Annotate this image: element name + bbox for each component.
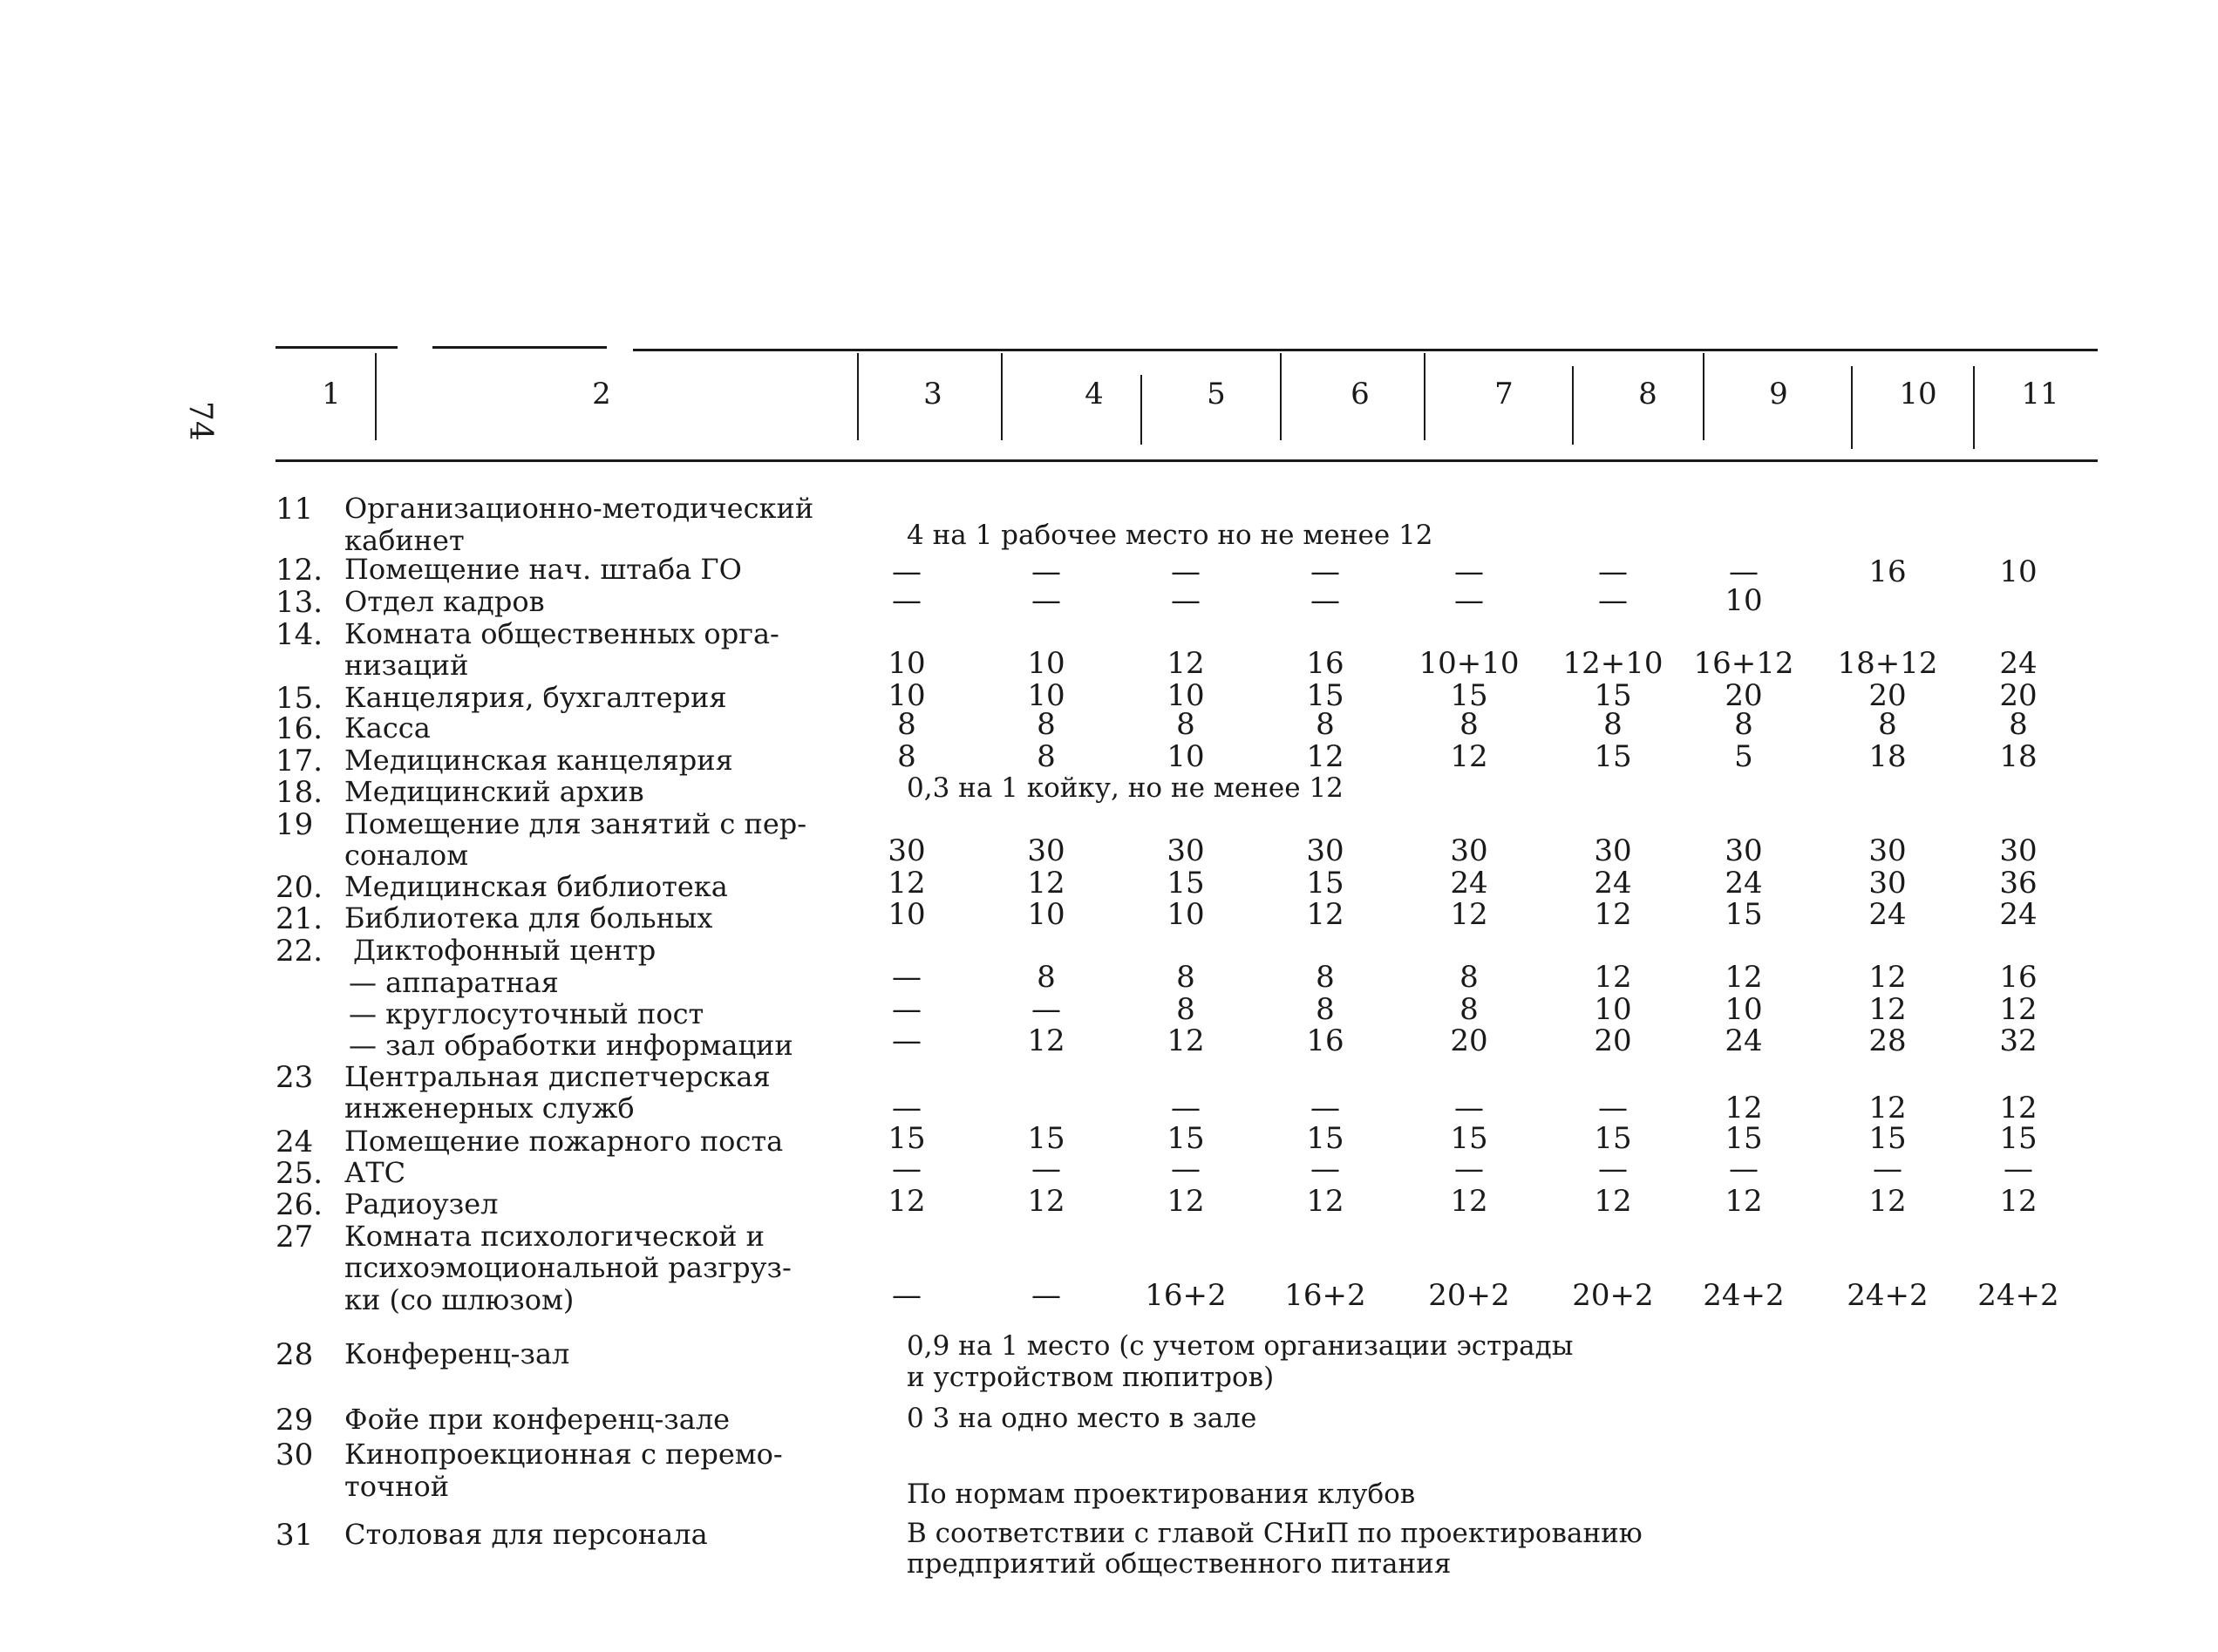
table-cell: 10 (1167, 897, 1205, 932)
row-name: Помещение нач. штаба ГО (344, 553, 742, 586)
column-header: 4 (1085, 377, 1104, 411)
table-cell: 24+2 (1703, 1278, 1785, 1313)
row-number: 29 (276, 1403, 314, 1438)
table-cell: 12 (1594, 1184, 1632, 1219)
row-number: 25. (276, 1156, 323, 1191)
table-cell: — (1171, 1152, 1201, 1186)
table-cell: 24+2 (1977, 1278, 2059, 1313)
table-cell: 15 (1594, 1121, 1632, 1156)
spanning-note: предприятий общественного питания (907, 1548, 1452, 1580)
col-divider (1851, 366, 1853, 449)
row-name: Медицинский архив (344, 775, 644, 808)
table-cell: — (1031, 1152, 1061, 1186)
spanning-note: и устройством пюпитров) (907, 1362, 1275, 1393)
row-number: 21. (276, 901, 323, 936)
row-name: соналом (344, 839, 469, 872)
col-divider (1703, 353, 1704, 440)
row-name: точной (344, 1470, 450, 1503)
column-header: 3 (923, 377, 942, 411)
table-cell: 12 (1450, 897, 1488, 932)
row-number: 28 (276, 1337, 314, 1372)
table-cell: 20 (1594, 1023, 1632, 1058)
table-cell: 10 (1167, 739, 1205, 774)
table-cell: — (892, 1278, 922, 1313)
column-header: 5 (1207, 377, 1226, 411)
table-cell: 10 (888, 897, 926, 932)
column-header: 11 (2021, 377, 2059, 411)
table-cell: 12 (1999, 1184, 2038, 1219)
table-cell: 12 (1450, 739, 1488, 774)
row-number: 30 (276, 1438, 314, 1472)
table-cell: 30 (1725, 833, 1763, 868)
row-number: 13. (276, 585, 323, 620)
table-cell: 8 (1176, 992, 1195, 1027)
table-cell: 12 (1167, 1023, 1205, 1058)
table-cell: 8 (1459, 960, 1479, 995)
table-cell: 12 (1306, 739, 1344, 774)
row-number: 18. (276, 775, 323, 810)
table-cell: 16+12 (1693, 646, 1794, 681)
row-name: Комната психологической и (344, 1220, 765, 1253)
row-name: Помещение пожарного поста (344, 1125, 784, 1158)
table-cell: 10 (1725, 583, 1763, 618)
spanning-note: 0 3 на одно место в зале (907, 1403, 1257, 1434)
table-cell: 15 (888, 1121, 926, 1156)
table-cell: 12 (1868, 960, 1907, 995)
row-name: Медицинская канцелярия (344, 744, 733, 777)
table-cell: 8 (1037, 707, 1056, 742)
table-cell: 8 (1176, 960, 1195, 995)
table-cell: 8 (897, 739, 916, 774)
table-cell: 8 (1878, 707, 1897, 742)
table-cell: 30 (1594, 833, 1632, 868)
row-name: Фойе при конференц-зале (344, 1403, 731, 1436)
row-name: — круглосуточный пост (349, 997, 704, 1030)
column-header: 9 (1769, 377, 1788, 411)
table-cell: — (1031, 583, 1061, 618)
table-cell: 20 (1868, 678, 1907, 713)
header-top-rule-1 (276, 346, 398, 349)
table-cell: 12 (1725, 1091, 1763, 1125)
table-cell: 12 (1027, 866, 1065, 901)
table-cell: — (1598, 1091, 1628, 1125)
table-cell: — (1454, 554, 1484, 589)
table-cell: 32 (1999, 1023, 2038, 1058)
table-cell: — (1729, 554, 1759, 589)
row-name: кабинет (344, 524, 465, 557)
table-cell: — (1031, 992, 1061, 1027)
table-cell: 15 (1594, 678, 1632, 713)
col-divider (1424, 353, 1425, 440)
table-cell: 20 (1450, 1023, 1488, 1058)
col-divider (857, 353, 859, 440)
table-cell: 15 (1306, 1121, 1344, 1156)
table-cell: 16 (1868, 554, 1907, 589)
table-cell: — (892, 1023, 922, 1058)
row-name: — аппаратная (349, 966, 559, 999)
table-cell: 15 (1167, 1121, 1205, 1156)
table-cell: 8 (1316, 960, 1335, 995)
row-number: 22. (276, 934, 323, 969)
table-cell: — (892, 1091, 922, 1125)
table-cell: 15 (1725, 897, 1763, 932)
row-name: Диктофонный центр (353, 934, 657, 967)
table-cell: — (1598, 554, 1628, 589)
row-name: Касса (344, 711, 431, 744)
table-cell: 15 (1167, 866, 1205, 901)
table-cell: 28 (1868, 1023, 1907, 1058)
row-number: 27 (276, 1220, 314, 1254)
table-cell: — (1310, 1091, 1340, 1125)
column-header: 8 (1638, 377, 1657, 411)
table-cell: 12 (1027, 1023, 1065, 1058)
table-cell: 18 (1868, 739, 1907, 774)
row-name: Кинопроекционная с перемо- (344, 1438, 783, 1471)
row-name: низаций (344, 649, 469, 682)
table-cell: 8 (2009, 707, 2028, 742)
table-cell: 12 (1306, 1184, 1344, 1219)
table-cell: 12 (1999, 1091, 2038, 1125)
table-cell: 12 (1868, 992, 1907, 1027)
spanning-note: 0,3 на 1 койку, но не менее 12 (907, 772, 1344, 804)
table-cell: — (1031, 554, 1061, 589)
column-header: 2 (592, 377, 611, 411)
table-cell: 20+2 (1428, 1278, 1510, 1313)
table-cell: 8 (897, 707, 916, 742)
table-cell: 30 (1027, 833, 1065, 868)
spanning-note: 0,9 на 1 место (с учетом организации эстрады (907, 1330, 1574, 1362)
row-name: психоэмоциональной разгруз- (344, 1251, 792, 1284)
page-number: 74 (182, 401, 218, 441)
table-cell: — (1310, 554, 1340, 589)
table-cell: 12 (1868, 1184, 1907, 1219)
table-cell: — (1171, 554, 1201, 589)
table-cell: 8 (1316, 707, 1335, 742)
table-cell: 36 (1999, 866, 2038, 901)
row-name: Медицинская библиотека (344, 870, 728, 903)
table-cell: — (1454, 583, 1484, 618)
table-cell: 10 (1027, 897, 1065, 932)
table-cell: 12 (1306, 897, 1344, 932)
row-number: 14. (276, 617, 323, 652)
table-cell: — (1454, 1152, 1484, 1186)
table-cell: — (1171, 1091, 1201, 1125)
spanning-note: 4 на 1 рабочее место но не менее 12 (907, 520, 1433, 551)
table-cell: 30 (1868, 833, 1907, 868)
table-cell: 18+12 (1837, 646, 1938, 681)
table-cell: 12 (1725, 960, 1763, 995)
table-cell: 16 (1999, 960, 2038, 995)
table-cell: 12 (1167, 646, 1205, 681)
table-cell: 8 (1316, 992, 1335, 1027)
row-name: Библиотека для больных (344, 901, 713, 935)
table-cell: 15 (1450, 1121, 1488, 1156)
row-number: 19 (276, 807, 314, 842)
table-cell: 16 (1306, 646, 1344, 681)
table-cell: 15 (1594, 739, 1632, 774)
table-cell: 30 (1167, 833, 1205, 868)
table-cell: 24 (1999, 646, 2038, 681)
header-bottom-rule (276, 459, 2098, 462)
table-cell: 15 (1027, 1121, 1065, 1156)
table-cell: — (1454, 1091, 1484, 1125)
table-cell: 10 (1167, 678, 1205, 713)
row-number: 20. (276, 870, 323, 905)
table-cell: 12 (1167, 1184, 1205, 1219)
table-cell: 10 (1999, 554, 2038, 589)
table-cell: — (892, 960, 922, 995)
table-cell: 8 (1037, 960, 1056, 995)
table-cell: 30 (1868, 866, 1907, 901)
table-cell: 30 (1999, 833, 2038, 868)
table-cell: 10 (888, 646, 926, 681)
table-cell: 20 (1999, 678, 2038, 713)
row-number: 16. (276, 711, 323, 746)
col-divider (1280, 353, 1282, 440)
table-cell: 30 (1306, 833, 1344, 868)
col-divider (1001, 353, 1003, 440)
table-cell: — (892, 554, 922, 589)
table-cell: 12 (1594, 960, 1632, 995)
table-cell: 12 (1999, 992, 2038, 1027)
row-name: Центральная диспетчерская (344, 1060, 771, 1093)
table-cell: 15 (1306, 866, 1344, 901)
table-cell: 30 (888, 833, 926, 868)
table-cell: 24+2 (1847, 1278, 1929, 1313)
table-cell: 15 (1868, 1121, 1907, 1156)
table-cell: — (1729, 1152, 1759, 1186)
table-cell: 10 (1594, 992, 1632, 1027)
column-header: 6 (1351, 377, 1370, 411)
table-cell: 8 (1603, 707, 1623, 742)
table-cell: — (1598, 1152, 1628, 1186)
spanning-note: В соответствии с главой СНиП по проектированию (907, 1518, 1643, 1549)
table-cell: 16 (1306, 1023, 1344, 1058)
table-cell: 10 (1725, 992, 1763, 1027)
table-cell: — (892, 1152, 922, 1186)
table-cell: 12 (1027, 1184, 1065, 1219)
table-cell: — (1031, 1278, 1061, 1313)
table-cell: 12 (1868, 1091, 1907, 1125)
table-cell: 8 (1734, 707, 1753, 742)
table-cell: 12+10 (1562, 646, 1664, 681)
row-number: 12. (276, 553, 323, 588)
row-name: Радиоузел (344, 1187, 499, 1220)
table-cell: 24 (1725, 1023, 1763, 1058)
table-cell: — (1171, 583, 1201, 618)
row-number: 23 (276, 1060, 314, 1095)
table-cell: 12 (1725, 1184, 1763, 1219)
row-name: Канцелярия, бухгалтерия (344, 681, 727, 714)
column-header: 10 (1899, 377, 1937, 411)
table-cell: 15 (1306, 678, 1344, 713)
table-cell: 16+2 (1145, 1278, 1227, 1313)
row-name: АТС (344, 1156, 406, 1189)
row-name: Отдел кадров (344, 585, 545, 618)
column-header: 1 (322, 377, 341, 411)
table-cell: 24 (1594, 866, 1632, 901)
table-cell: 10 (1027, 646, 1065, 681)
table-cell: 12 (1594, 897, 1632, 932)
table-cell: 12 (888, 866, 926, 901)
table-cell: — (1873, 1152, 1902, 1186)
table-cell: 24 (1999, 897, 2038, 932)
row-number: 31 (276, 1518, 314, 1553)
row-name: Комната общественных орга- (344, 617, 779, 650)
table-cell: 10+10 (1419, 646, 1520, 681)
table-cell: 18 (1999, 739, 2038, 774)
table-cell: — (2004, 1152, 2033, 1186)
row-name: Помещение для занятий с пер- (344, 807, 807, 840)
table-cell: 20 (1725, 678, 1763, 713)
row-number: 11 (276, 492, 314, 527)
table-cell: — (892, 992, 922, 1027)
table-cell: 16+2 (1284, 1278, 1366, 1313)
table-cell: 20+2 (1572, 1278, 1654, 1313)
row-name: ки (со шлюзом) (344, 1283, 575, 1316)
header-top-rule-3 (633, 349, 2098, 351)
table-cell: — (1310, 583, 1340, 618)
row-name: Организационно-методический (344, 492, 814, 525)
table-cell: 8 (1176, 707, 1195, 742)
row-name: инженерных служб (344, 1091, 635, 1125)
table-cell: 24 (1725, 866, 1763, 901)
row-number: 26. (276, 1187, 323, 1222)
table-cell: 12 (1450, 1184, 1488, 1219)
row-number: 15. (276, 681, 323, 716)
table-cell: 8 (1459, 707, 1479, 742)
table-cell: 15 (1725, 1121, 1763, 1156)
table-cell: 5 (1734, 739, 1753, 774)
col-divider (1572, 366, 1574, 445)
table-cell: 8 (1037, 739, 1056, 774)
table-cell: 15 (1450, 678, 1488, 713)
table-cell: 24 (1868, 897, 1907, 932)
table-cell: 10 (1027, 678, 1065, 713)
row-number: 17. (276, 744, 323, 778)
table-cell: 10 (888, 678, 926, 713)
col-divider (375, 353, 377, 440)
column-header: 7 (1494, 377, 1514, 411)
table-cell: — (1598, 583, 1628, 618)
table-cell: — (892, 583, 922, 618)
row-number: 24 (276, 1125, 314, 1159)
table-cell: 8 (1459, 992, 1479, 1027)
header-top-rule-2 (432, 346, 607, 349)
col-divider (1973, 366, 1975, 449)
table-cell: — (1310, 1152, 1340, 1186)
table-cell: 15 (1999, 1121, 2038, 1156)
row-name: Конференц-зал (344, 1337, 570, 1370)
table-cell: 30 (1450, 833, 1488, 868)
table-cell: 24 (1450, 866, 1488, 901)
row-name: — зал обработки информации (349, 1029, 793, 1062)
spanning-note: По нормам проектирования клубов (907, 1479, 1416, 1510)
row-name: Столовая для персонала (344, 1518, 708, 1551)
table-cell: 12 (888, 1184, 926, 1219)
